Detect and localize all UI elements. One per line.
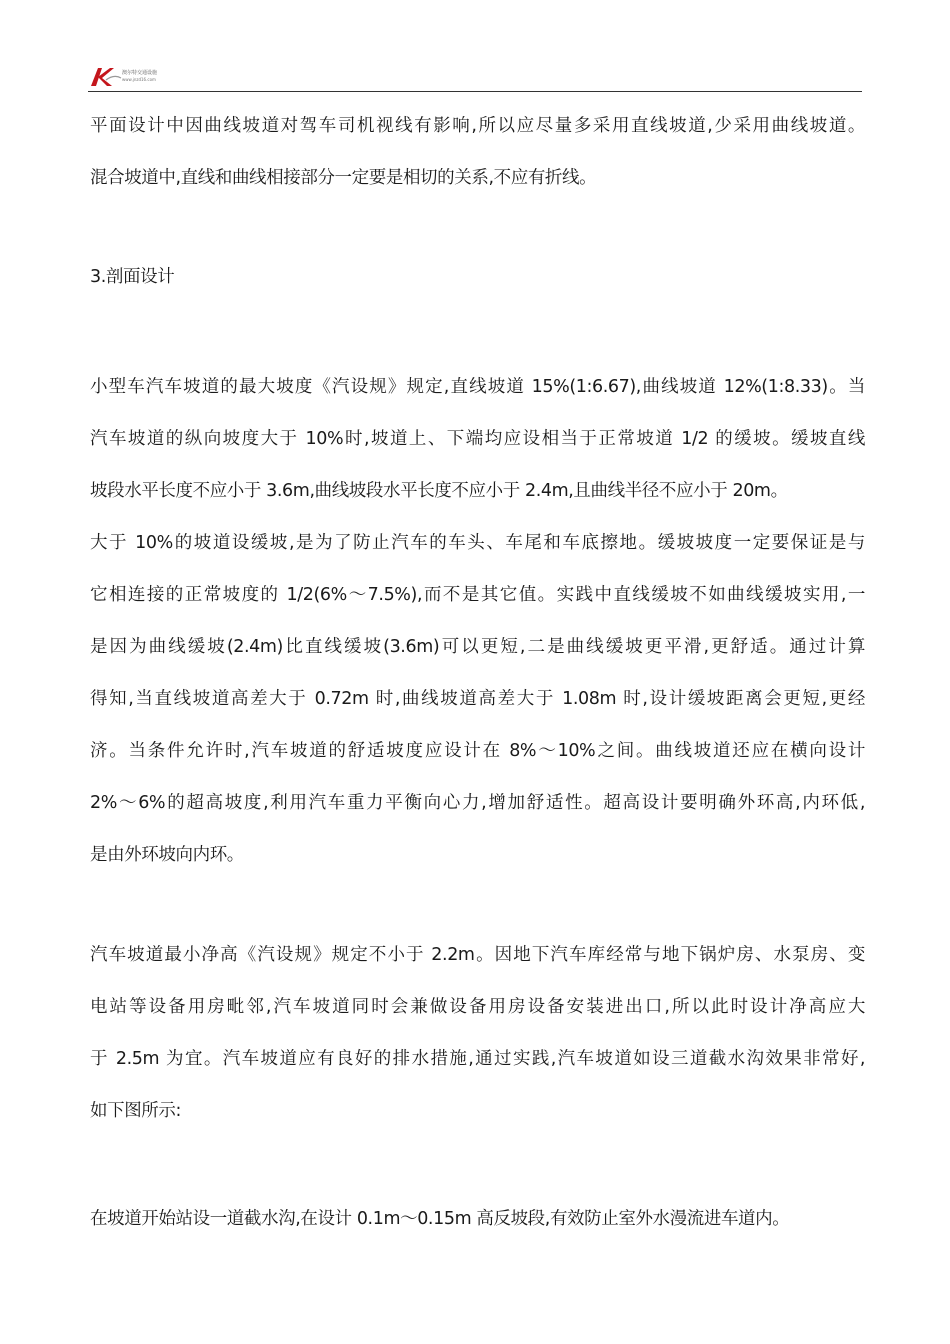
paragraph-line: 小型车汽车坡道的最大坡度《汽设规》规定,直线坡道 15%(1:6.67),曲线坡道 12%(1:8.33)。当 xyxy=(90,377,865,397)
paragraph-line: 平面设计中因曲线坡道对驾车司机视线有影响,所以应尽量多采用直线坡道,少采用曲线坡道。 xyxy=(90,116,865,136)
page-header xyxy=(88,66,862,92)
paragraph-line: 是因为曲线缓坡(2.4m)比直线缓坡(3.6m)可以更短,二是曲线缓坡更平滑,更舒适。通过计算 xyxy=(90,637,865,657)
paragraph-line: 得知,当直线坡道高差大于 0.72m 时,曲线坡道高差大于 1.08m 时,设计缓坡距离会更短,更经 xyxy=(90,689,865,709)
paragraph-line: 济。当条件允许时,汽车坡道的舒适坡度应设计在 8%～10%之间。曲线坡道还应在横向设计 xyxy=(90,741,865,761)
paragraph-line: 如下图所示: xyxy=(90,1101,181,1121)
logo-subtext: www.jnzd16.com xyxy=(122,77,156,82)
paragraph-line: 汽车坡道的纵向坡度大于 10%时,坡道上、下端均应设相当于正常坡道 1/2 的缓坡。缓坡直线 xyxy=(90,429,865,449)
paragraph-line: 汽车坡道最小净高《汽设规》规定不小于 2.2m。因地下汽车库经常与地下锅炉房、水泵房、变 xyxy=(90,945,865,965)
paragraph-line: 坡段水平长度不应小于 3.6m,曲线坡段水平长度不应小于 2.4m,且曲线半径不应小于 20m。 xyxy=(90,481,788,501)
paragraph-line: 2%～6%的超高坡度,利用汽车重力平衡向心力,增加舒适性。超高设计要明确外环高,内环低, xyxy=(90,793,865,813)
document-body xyxy=(90,100,865,1245)
paragraph-line: 混合坡道中,直线和曲线相接部分一定要是相切的关系,不应有折线。 xyxy=(90,168,597,188)
paragraph-line: 它相连接的正常坡度的 1/2(6%～7.5%),而不是其它值。实践中直线缓坡不如曲线缓坡实用,一 xyxy=(90,585,865,605)
paragraph-line: 在坡道开始站设一道截水沟,在设计 0.1m～0.15m 高反坡段,有效防止室外水漫流进车道内。 xyxy=(90,1209,790,1229)
logo-icon xyxy=(88,66,124,88)
paragraph-line: 电站等设备用房毗邻,汽车坡道同时会兼做设备用房设备安装进出口,所以此时设计净高应大 xyxy=(90,997,865,1017)
logo-text: 澳尔特交通设施 xyxy=(122,70,158,76)
paragraph-line: 大于 10%的坡道设缓坡,是为了防止汽车的车头、车尾和车底擦地。缓坡坡度一定要保证是与 xyxy=(90,533,865,553)
paragraph-line: 是由外环坡向内环。 xyxy=(90,845,244,865)
header-divider xyxy=(88,91,862,92)
section-heading: 3.剖面设计 xyxy=(90,267,175,287)
paragraph-line: 于 2.5m 为宜。汽车坡道应有良好的排水措施,通过实践,汽车坡道如设三道截水沟效果非常好, xyxy=(90,1049,865,1069)
